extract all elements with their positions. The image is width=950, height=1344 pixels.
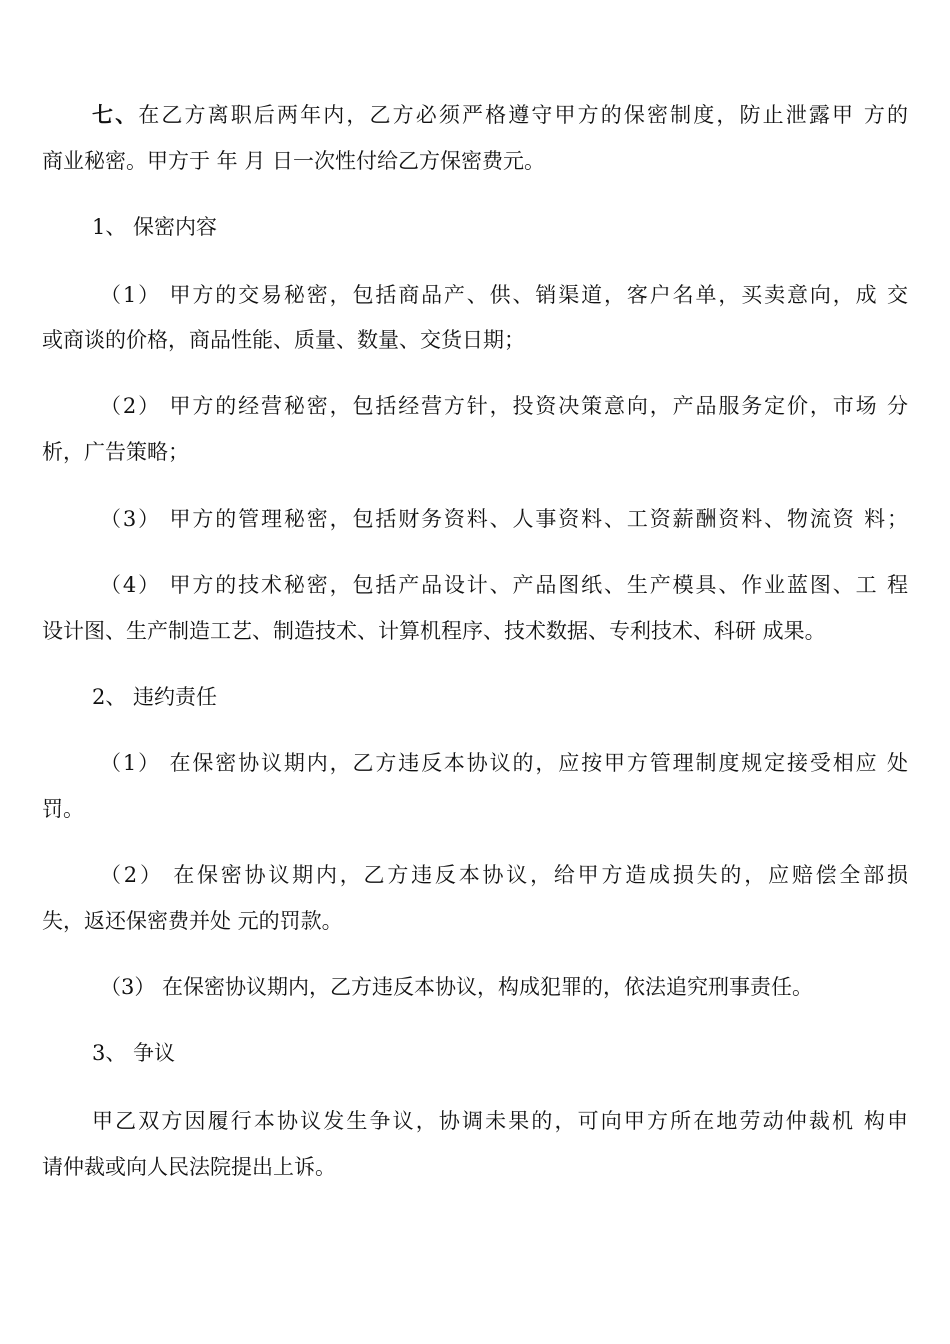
section2-item3-line1: （3） 在保密协议期内，乙方违反本协议，构成犯罪的，依法追究刑事责任。 [100,975,814,999]
section1-item1-line1: （1） 甲方的交易秘密，包括商品产、供、销渠道，客户名单，买卖意向，成 交 [100,283,908,307]
section3-line1: 甲乙双方因履行本协议发生争议，协调未果的，可向甲方所在地劳动仲裁机 构申 [92,1109,908,1133]
clause7-line1 [92,100,908,130]
clause7-line2: 商业秘密。甲方于 年 月 日一次性付给乙方保密费元。 [42,149,546,173]
clause7-text: 在乙方离职后两年内，乙方必须严格遵守甲方的保密制度，防止泄露甲 方的 [138,103,908,127]
section1-item2-line2: 析，广告策略； [42,440,189,464]
section3-line2: 请仲裁或向人民法院提出上诉。 [42,1155,336,1179]
section1-item4-line2: 设计图、生产制造工艺、制造技术、计算机程序、技术数据、专利技术、科研 成果。 [42,619,826,643]
section3-heading: 3、 争议 [92,1041,176,1065]
section1-item2-line1: （2） 甲方的经营秘密，包括经营方针，投资决策意向，产品服务定价，市场 分 [100,394,908,418]
section2-item1-line1: （1） 在保密协议期内，乙方违反本协议的，应按甲方管理制度规定接受相应 处 [100,751,908,775]
section2-item2-line1: （2） 在保密协议期内，乙方违反本协议，给甲方造成损失的，应赔偿全部损 [100,863,908,887]
section1-item3-line1: （3） 甲方的管理秘密，包括财务资料、人事资料、工资薪酬资料、物流资 料； [100,507,908,531]
section2-item2-line2: 失，返还保密费并处 元的罚款。 [42,909,343,933]
section2-heading: 2、 违约责任 [92,685,218,709]
section1-item4-line1: （4） 甲方的技术秘密，包括产品设计、产品图纸、生产模具、作业蓝图、工 程 [100,573,908,597]
section1-heading: 1、 保密内容 [92,215,218,239]
clause7-number: 七、 [92,102,139,127]
section2-item1-line2: 罚。 [42,797,84,821]
section1-item1-line2: 或商谈的价格，商品性能、质量、数量、交货日期； [42,328,525,352]
